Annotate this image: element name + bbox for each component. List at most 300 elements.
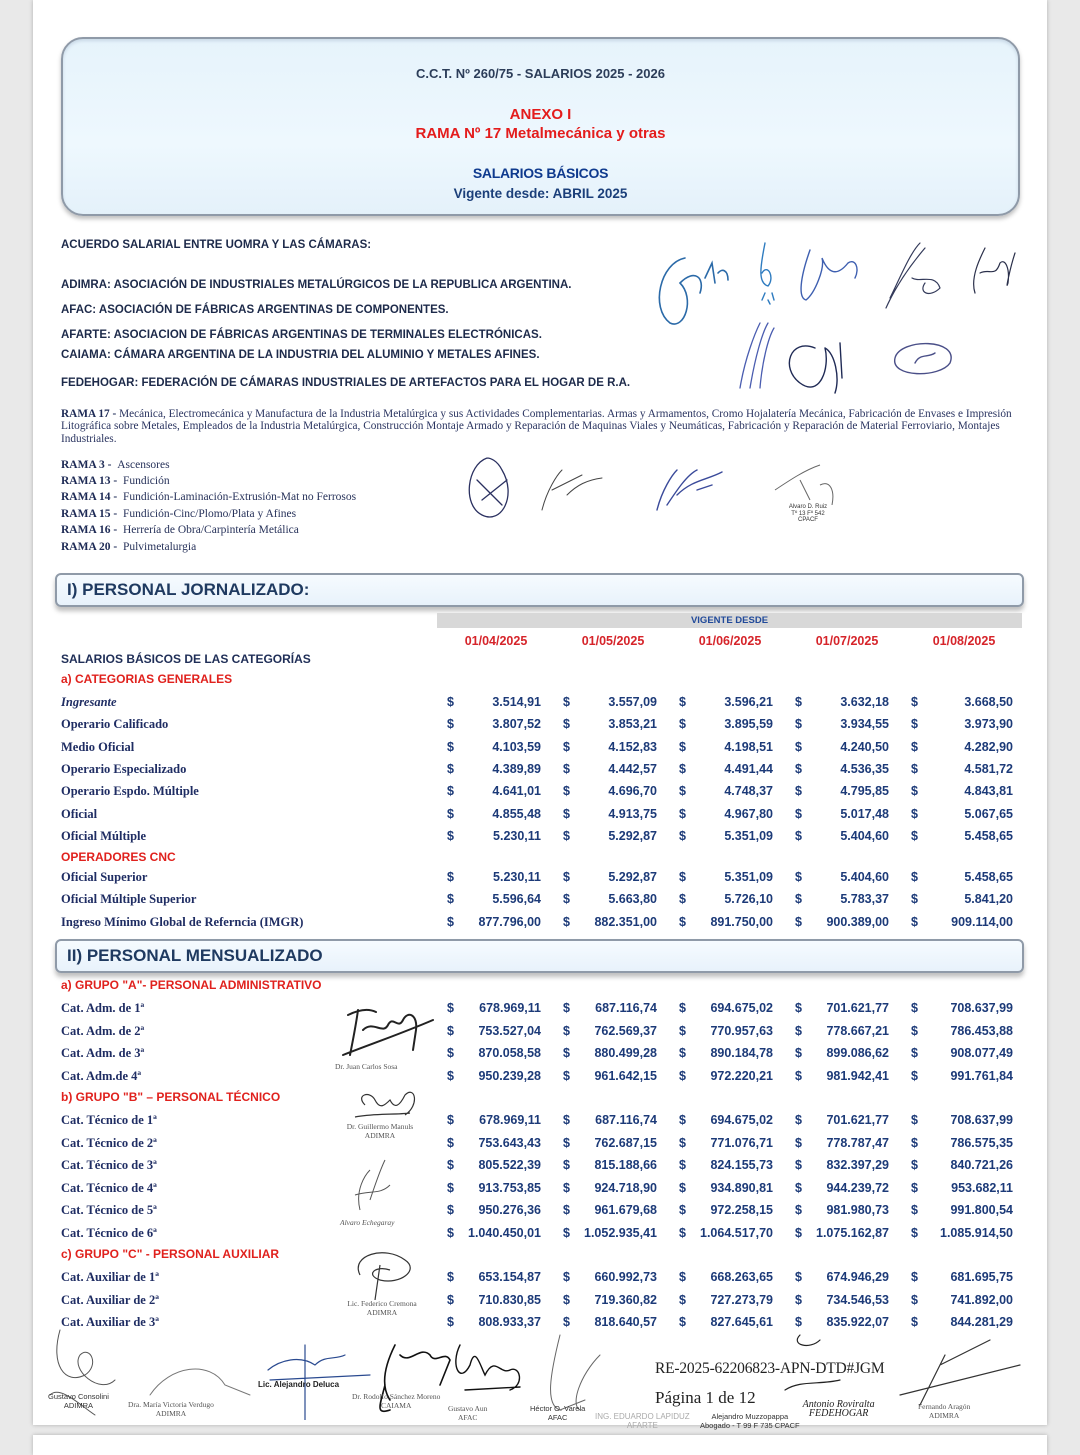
salary-value: 4.240,50 [840,739,889,754]
table-row [61,1113,1021,1133]
currency-symbol: $ [911,828,918,843]
salary-value: 762.687,15 [594,1135,657,1150]
salary-value: 4.581,72 [964,761,1013,776]
salary-value: 1.052.935,41 [584,1225,657,1240]
salary-value: 950.239,28 [478,1068,541,1083]
currency-symbol: $ [679,1158,686,1172]
currency-symbol: $ [679,1023,686,1038]
salary-value: 5.067,65 [964,806,1013,821]
rama-17-text: Mecánica, Electromecánica y Manufactura de la Industria Metalúrgica y sus Actividades Complementarias. Armas y Armamentos, Cromo Hojalatería Mecánica, Fabricación de Envases e Impresión Litográfica sobre Metales, Empleados de la Industria Metalúrgica, Construcción Montaje Armado y Reparación de Maquinas Viales y Neumáticas, Fabricación y Reparación de Material Ferroviario, Montajes Industriales. [61,408,1012,445]
currency-symbol: $ [795,870,802,884]
column-date: 01/06/2025 [698,634,762,648]
currency-symbol: $ [911,739,918,754]
currency-symbol: $ [563,1046,570,1060]
salary-value: 687.116,74 [595,1113,657,1127]
salary-value: 827.645,61 [710,1315,773,1329]
signature-label [448,1404,487,1422]
salary-value: 981.980,73 [826,1203,889,1217]
currency-symbol: $ [795,1046,802,1060]
currency-symbol: $ [679,1225,686,1240]
currency-symbol: $ [795,739,802,754]
currency-symbol: $ [563,870,570,884]
category-label: Cat. Técnico de 6ª [61,1225,157,1240]
salary-value: 972.220,21 [710,1068,773,1083]
salary-value: 3.934,55 [840,717,889,732]
currency-symbol: $ [563,1023,570,1038]
signatory-org: AFAC [457,1413,478,1422]
signatory-name: Héctor O. Varela [530,1404,586,1413]
currency-symbol: $ [679,761,686,776]
salary-value: 762.569,37 [594,1023,657,1038]
salary-value: 4.641,01 [492,784,541,799]
currency-symbol: $ [563,717,570,732]
category-label: Ingreso Mínimo Global de Referncia (IMGR) [61,914,304,929]
group-operadores-cnc: OPERADORES CNC [61,850,176,864]
salary-value: 934.890,81 [710,1180,773,1195]
rama-17-label: RAMA 17 - [61,408,117,420]
currency-symbol: $ [679,828,686,843]
signatory-name: Lic. Alejandro Deluca [258,1380,340,1389]
signatory-name: Gustavo Consolini [48,1392,109,1401]
currency-symbol: $ [563,1068,570,1083]
currency-symbol: $ [447,1292,454,1307]
salary-value: 3.668,50 [964,695,1013,709]
rama-item: RAMA 3 - Ascensores [61,459,170,471]
signature-1 [650,238,1040,408]
currency-symbol: $ [679,1068,686,1083]
salary-value: 5.017,48 [840,806,889,821]
currency-symbol: $ [795,1292,802,1307]
currency-symbol: $ [795,1203,802,1217]
signatory-org: FEDEHOGAR [808,1408,869,1419]
camara-adimra: ADIMRA: ASOCIACIÓN DE INDUSTRIALES METALÚRGICOS DE LA REPUBLICA ARGENTINA. [61,279,572,291]
vigente-desde: Vigente desde: ABRIL 2025 [453,186,628,201]
currency-symbol: $ [447,892,454,907]
rama-item: RAMA 14 - Fundición-Laminación-Extrusión-Mat no Ferrosos [61,491,357,503]
signature-label [530,1404,585,1422]
salary-value: 877.796,00 [478,914,541,929]
salary-value: 5.596,64 [492,892,541,907]
salary-value: 5.230,11 [493,870,541,884]
currency-symbol: $ [911,1113,918,1127]
currency-symbol: $ [795,717,802,732]
cct-title: C.C.T. Nº 260/75 - SALARIOS 2025 - 2026 [416,66,665,81]
category-label: Oficial Superior [61,870,148,884]
salary-value: 3.557,09 [608,695,657,709]
currency-symbol: $ [563,739,570,754]
category-label: Oficial Múltiple [61,828,147,843]
signatory-name: Alejandro Muzzopappa [711,1412,789,1421]
signature-manuls-label: Dr. Guillermo Manuls ADIMRA [346,1122,414,1140]
salary-value: 950.276,36 [478,1203,541,1217]
salary-value: 5.351,09 [724,828,773,843]
salary-value: 4.198,51 [724,739,773,754]
column-date: 01/05/2025 [581,634,645,648]
group-b-tecnico: b) GRUPO "B" – PERSONAL TÉCNICO [61,1090,281,1104]
currency-symbol: $ [679,1135,686,1150]
salary-value: 4.442,57 [608,761,657,776]
salary-value: 778.667,21 [826,1023,889,1038]
signature-label [128,1400,214,1418]
salary-value: 786.575,35 [950,1135,1013,1150]
salary-value: 5.404,60 [840,870,889,884]
table-row [61,740,1021,760]
currency-symbol: $ [795,761,802,776]
title-box [61,37,1020,216]
salarios-title: SALARIOS BÁSICOS [472,165,609,181]
salary-value: 727.273,79 [710,1292,773,1307]
salary-value: 786.453,88 [950,1023,1013,1038]
salary-value: 687.116,74 [595,1001,657,1015]
rama-item: RAMA 13 - Fundición [61,475,170,487]
currency-symbol: $ [795,1135,802,1150]
salary-value: 4.696,70 [608,784,657,799]
signature-label [803,1400,875,1418]
category-label: Oficial [61,806,98,821]
currency-symbol: $ [679,1113,686,1127]
category-label: Cat. Adm. de 3ª [61,1046,145,1060]
salary-value: 694.675,02 [710,1113,773,1127]
categorias-subtitle: SALARIOS BÁSICOS DE LAS CATEGORÍAS [61,652,311,666]
currency-symbol: $ [679,892,686,907]
currency-symbol: $ [447,1158,454,1172]
salary-value: 741.892,00 [950,1292,1013,1307]
category-label: Cat. Técnico de 3ª [61,1158,157,1172]
salary-value: 824.155,73 [710,1158,773,1172]
currency-symbol: $ [447,1023,454,1038]
salary-value: 899.086,62 [826,1046,889,1060]
currency-symbol: $ [911,1001,918,1015]
column-date: 01/07/2025 [815,634,879,648]
salary-value: 3.853,21 [608,717,657,732]
salary-value: 5.292,87 [608,870,657,884]
salary-value: 4.795,85 [840,784,889,799]
currency-symbol: $ [679,1001,686,1015]
salary-value: 674.946,29 [826,1270,889,1284]
salary-value: 808.933,37 [478,1315,541,1329]
currency-symbol: $ [447,761,454,776]
table-row [61,1158,1021,1178]
currency-symbol: $ [679,806,686,821]
salary-value: 924.718,90 [594,1180,657,1195]
salary-value: 953.682,11 [951,1180,1013,1195]
signature-manuls [345,1085,425,1125]
currency-symbol: $ [563,1315,570,1329]
salary-value: 4.913,75 [608,806,657,821]
currency-symbol: $ [679,870,686,884]
salary-value: 4.967,80 [724,806,773,821]
signature-sosa [338,1000,438,1060]
currency-symbol: $ [447,1225,454,1240]
anexo-title: ANEXO I [509,106,572,123]
signatory-name: Gustavo Aun [448,1404,488,1413]
signatory-name: ING. EDUARDO LAPIDUZ [595,1412,690,1421]
camara-fedehogar: FEDEHOGAR: FEDERACIÓN DE CÁMARAS INDUSTRIALES DE ARTEFACTOS PARA EL HOGAR DE R.A. [61,377,631,389]
salary-value: 908.077,49 [950,1046,1013,1060]
signature-cremona-label: Lic. Federico Cremona ADIMRA [347,1299,417,1317]
table-row [61,915,1021,935]
currency-symbol: $ [679,739,686,754]
category-label: Oficial Múltiple Superior [61,892,197,907]
currency-symbol: $ [447,1068,454,1083]
salary-value: 840.721,26 [950,1158,1013,1172]
currency-symbol: $ [563,761,570,776]
salary-value: 5.292,87 [608,828,657,843]
currency-symbol: $ [679,717,686,732]
salary-value: 5.351,09 [724,870,773,884]
vigente-desde-header: VIGENTE DESDE [437,613,1022,628]
camara-caiama: CAIAMA: CÁMARA ARGENTINA DE LA INDUSTRIA DEL ALUMINIO Y METALES AFINES. [61,349,540,361]
salary-value: 770.957,63 [710,1023,773,1038]
currency-symbol: $ [911,1180,918,1195]
currency-symbol: $ [563,1225,570,1240]
currency-symbol: $ [447,1270,454,1284]
currency-symbol: $ [447,828,454,843]
salary-value: 753.527,04 [478,1023,541,1038]
group-a-administrativo: a) GRUPO "A"- PERSONAL ADMINISTRATIVO [61,978,322,992]
next-document-page [33,1435,1047,1455]
salary-value: 3.514,91 [492,695,541,709]
rama-17-description [61,408,1021,445]
salary-value: 815.188,66 [594,1158,657,1172]
currency-symbol: $ [563,1113,570,1127]
salary-value: 991.761,84 [950,1068,1013,1083]
salary-value: 771.076,71 [710,1135,773,1150]
rama-item: RAMA 15 - Fundición-Cinc/Plomo/Plata y Afines [61,508,297,520]
salary-value: 891.750,00 [710,914,773,929]
signature-label [700,1412,800,1430]
salary-value: 701.621,77 [826,1001,889,1015]
salary-value: 3.596,21 [724,695,773,709]
currency-symbol: $ [795,1225,802,1240]
signatory-org: AFARTE [626,1421,658,1430]
salary-value: 710.830,85 [478,1292,541,1307]
currency-symbol: $ [447,784,454,799]
currency-symbol: $ [563,1135,570,1150]
section-mensualizado-title: II) PERSONAL MENSUALIZADO [67,946,323,965]
rama-item: RAMA 16 - Herrería de Obra/Carpintería Metálica [61,524,299,536]
currency-symbol: $ [679,1315,686,1329]
signatory-org: Abogado - T 99 F 735 CPACF [700,1421,800,1430]
currency-symbol: $ [563,828,570,843]
salary-value: 5.404,60 [840,828,889,843]
salary-value: 880.499,28 [594,1046,657,1060]
signature-sosa-label: Dr. Juan Carlos Sosa [335,1062,398,1071]
currency-symbol: $ [911,1292,918,1307]
table-row [61,892,1021,912]
currency-symbol: $ [911,1135,918,1150]
signatory-org: ADIMRA [928,1411,960,1420]
currency-symbol: $ [795,806,802,821]
salary-value: 4.855,48 [492,806,541,821]
currency-symbol: $ [795,828,802,843]
table-row [61,1226,1021,1246]
table-row [61,1203,1021,1223]
salary-value: 832.397,29 [826,1158,889,1172]
category-label: Operario Especializado [61,761,187,776]
section-mensualizado-header [55,939,1024,973]
salary-value: 4.748,37 [724,784,773,799]
signature-2 [462,450,762,530]
currency-symbol: $ [795,914,802,929]
currency-symbol: $ [795,1068,802,1083]
salary-value: 805.522,39 [478,1158,541,1172]
currency-symbol: $ [795,1001,802,1015]
salary-value: 734.546,53 [826,1292,889,1307]
salary-value: 818.640,57 [594,1315,657,1329]
page-number: Página 1 de 12 [655,1388,756,1407]
signature-label [48,1392,109,1410]
currency-symbol: $ [795,695,802,709]
currency-symbol: $ [795,784,802,799]
salary-value: 913.753,85 [478,1180,541,1195]
table-row [61,1069,1021,1089]
currency-symbol: $ [447,870,454,884]
category-label: Cat. Auxiliar de 1ª [61,1270,159,1284]
currency-symbol: $ [911,1158,918,1172]
salary-value: 5.458,65 [964,870,1013,884]
salary-value: 5.783,37 [840,892,889,907]
currency-symbol: $ [563,914,570,929]
table-row [61,807,1021,827]
section-jornalizado-title: I) PERSONAL JORNALIZADO: [67,580,310,599]
rama-item: RAMA 20 - Pulvimetalurgia [61,541,197,553]
salary-value: 653.154,87 [478,1270,541,1284]
salary-value: 909.114,00 [951,914,1013,929]
currency-symbol: $ [911,1225,918,1240]
salary-value: 1.064.517,70 [700,1225,773,1240]
salary-value: 961.679,68 [594,1203,657,1217]
alvaro-ruiz-label: Alvaro D. Ruiz Tº 13 Fº 542 CPACF [788,504,828,523]
camara-afarte: AFARTE: ASOCIACION DE FÁBRICAS ARGENTINAS DE TERMINALES ELECTRÓNICAS. [61,329,542,341]
currency-symbol: $ [563,1180,570,1195]
table-row [61,1136,1021,1156]
salary-value: 694.675,02 [710,1001,773,1015]
category-label: Medio Oficial [61,739,135,754]
currency-symbol: $ [563,1203,570,1217]
signature-alvaro-ruiz [770,460,850,505]
signatory-org: CAIAMA [380,1401,412,1410]
salary-value: 1.075.162,87 [816,1225,889,1240]
salary-value: 678.969,11 [479,1113,541,1127]
acuerdo-title: ACUERDO SALARIAL ENTRE UOMRA Y LAS CÁMARAS: [61,239,372,251]
signature-cremona [345,1245,425,1300]
currency-symbol: $ [447,1203,454,1217]
currency-symbol: $ [563,1158,570,1172]
salary-value: 900.389,00 [826,914,889,929]
currency-symbol: $ [447,1046,454,1060]
group-categorias-generales: a) CATEGORIAS GENERALES [61,672,233,686]
currency-symbol: $ [911,1046,918,1060]
salary-value: 3.632,18 [840,695,889,709]
salary-value: 870.058,58 [478,1046,541,1060]
currency-symbol: $ [447,739,454,754]
salary-value: 961.642,15 [594,1068,657,1083]
currency-symbol: $ [911,806,918,821]
category-label: Cat. Adm. de 2ª [61,1023,145,1038]
category-label: Cat. Adm.de 4ª [61,1068,142,1083]
currency-symbol: $ [563,1001,570,1015]
signatory-name: Dr. Rodolfo Sánchez Moreno [352,1392,441,1401]
currency-symbol: $ [911,1203,918,1217]
currency-symbol: $ [447,1001,454,1015]
currency-symbol: $ [795,1270,802,1284]
signature-label [352,1392,440,1410]
salary-value: 5.726,10 [724,892,773,907]
currency-symbol: $ [563,1292,570,1307]
currency-symbol: $ [795,1315,802,1329]
signature-label [595,1412,690,1430]
currency-symbol: $ [563,784,570,799]
signature-echegaray-label: Alvaro Echegaray [340,1218,395,1227]
category-label: Cat. Técnico de 4ª [61,1180,157,1195]
currency-symbol: $ [911,717,918,732]
table-row [61,1270,1021,1290]
table-row [61,870,1021,890]
camara-afac: AFAC: ASOCIACIÓN DE FÁBRICAS ARGENTINAS DE COMPONENTES. [61,304,449,316]
category-label: Cat. Técnico de 2ª [61,1135,157,1150]
salary-value: 4.152,83 [608,739,657,754]
currency-symbol: $ [447,695,454,709]
salary-value: 719.360,82 [594,1292,657,1307]
currency-symbol: $ [795,1113,802,1127]
salary-value: 660.992,73 [594,1270,657,1284]
column-date: 01/08/2025 [932,634,996,648]
currency-symbol: $ [679,1046,686,1060]
category-label: Cat. Adm. de 1ª [61,1001,145,1015]
currency-symbol: $ [563,695,570,709]
salary-value: 991.800,54 [950,1203,1013,1217]
table-row [61,1024,1021,1044]
group-c-auxiliar: c) GRUPO "C" - PERSONAL AUXILIAR [61,1247,280,1261]
salary-value: 3.895,59 [724,717,773,732]
currency-symbol: $ [447,914,454,929]
table-row [61,1293,1021,1313]
currency-symbol: $ [795,1023,802,1038]
signature-echegaray [340,1150,420,1220]
currency-symbol: $ [679,784,686,799]
salary-value: 708.637,99 [950,1113,1013,1127]
signature-label [258,1380,339,1389]
salary-value: 5.458,65 [964,828,1013,843]
currency-symbol: $ [679,914,686,929]
salary-value: 778.787,47 [826,1135,889,1150]
signatory-org: ADIMRA [155,1409,187,1418]
document-reference-stamp: RE-2025-62206823-APN-DTD#JGM [655,1360,885,1377]
salary-value: 890.184,78 [710,1046,773,1060]
currency-symbol: $ [447,1135,454,1150]
category-label: Cat. Auxiliar de 3ª [61,1315,159,1329]
table-row [61,717,1021,737]
signature-label [918,1402,970,1420]
currency-symbol: $ [911,784,918,799]
salary-value: 4.103,59 [492,739,541,754]
salary-value: 5.841,20 [964,892,1013,907]
table-row [61,784,1021,804]
salary-value: 668.263,65 [710,1270,773,1284]
signatory-org: ADIMRA [63,1401,94,1410]
table-row [61,1001,1021,1021]
section-jornalizado-header [55,573,1024,607]
table-row [61,1046,1021,1066]
salary-value: 701.621,77 [826,1113,889,1127]
salary-value: 4.282,90 [964,739,1013,754]
category-label: Operario Espdo. Múltiple [61,784,199,799]
category-label: Cat. Técnico de 1ª [61,1113,157,1127]
table-row [61,1181,1021,1201]
currency-symbol: $ [911,1068,918,1083]
currency-symbol: $ [911,870,918,884]
